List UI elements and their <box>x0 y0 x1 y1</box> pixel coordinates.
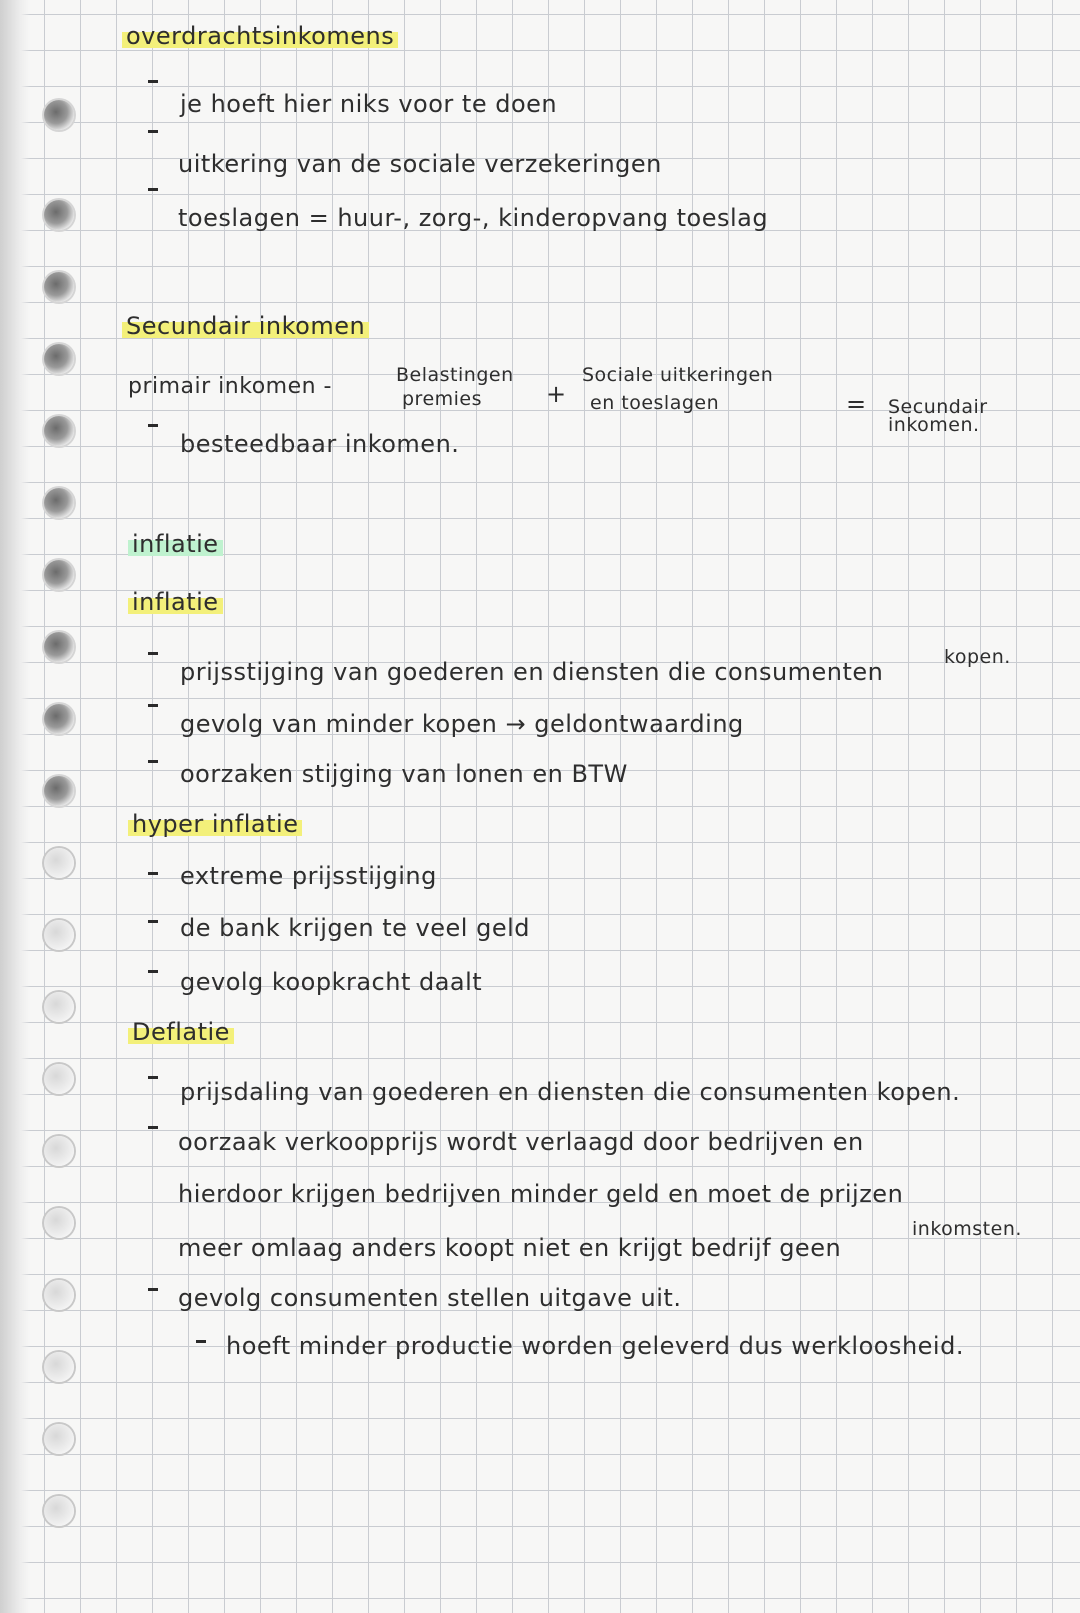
binder-hole <box>44 1208 74 1238</box>
list-item: gevolg van minder kopen → geldontwaarding <box>180 710 744 738</box>
bullet-dash <box>148 424 158 427</box>
binder-hole <box>44 848 74 878</box>
formula-premies: premies <box>402 388 483 410</box>
binder-hole <box>44 1352 74 1382</box>
list-item: gevolg koopkracht daalt <box>180 968 483 996</box>
binder-hole <box>44 1496 74 1526</box>
binder-hole <box>44 992 74 1022</box>
formula-result-inkomen: inkomen. <box>888 414 980 436</box>
binder-hole <box>44 1064 74 1094</box>
bullet-dash <box>148 80 158 83</box>
formula-equals: = <box>846 390 867 418</box>
bullet-dash <box>148 1288 158 1291</box>
bullet-dash <box>148 970 158 973</box>
page-margin-shadow <box>0 0 30 1613</box>
heading-hyper-inflatie: hyper inflatie <box>128 810 302 838</box>
list-item: je hoeft hier niks voor te doen <box>180 90 558 118</box>
list-item: gevolg consumenten stellen uitgave uit. <box>178 1284 682 1312</box>
note-kopen: kopen. <box>944 646 1011 668</box>
heading-inflatie: inflatie <box>128 588 223 616</box>
binder-hole <box>44 488 74 518</box>
list-item: uitkering van de sociale verzekeringen <box>178 150 662 178</box>
formula-belastingen: Belastingen <box>396 364 514 386</box>
list-item-continuation: hierdoor krijgen bedrijven minder geld en moet de prijzen <box>178 1180 904 1208</box>
list-item: extreme prijsstijging <box>180 862 437 890</box>
formula-primair: primair inkomen - <box>128 374 332 399</box>
list-item: toeslagen = huur-, zorg-, kinderopvang toeslag <box>178 204 769 232</box>
bullet-dash <box>196 1340 206 1343</box>
binder-hole <box>44 200 74 230</box>
formula-sociale-uitkeringen: Sociale uitkeringen <box>582 364 774 386</box>
list-item: prijsdaling van goederen en diensten die consumenten kopen. <box>180 1078 961 1106</box>
title-inflatie: inflatie <box>128 530 223 558</box>
binder-hole <box>44 1136 74 1166</box>
binder-hole <box>44 632 74 662</box>
list-item-continuation: meer omlaag anders koopt niet en krijgt bedrijf geen <box>178 1234 842 1262</box>
heading-overdrachtsinkomens: overdrachtsinkomens <box>122 22 398 50</box>
bullet-dash <box>148 920 158 923</box>
formula-result-secundair: Secundair <box>888 396 988 418</box>
binder-hole <box>44 100 74 130</box>
heading-deflatie: Deflatie <box>128 1018 234 1046</box>
list-item: oorzaken stijging van lonen en BTW <box>180 760 628 788</box>
binder-hole <box>44 416 74 446</box>
formula-plus: + <box>546 380 567 408</box>
bullet-dash <box>148 652 158 655</box>
bullet-dash <box>148 188 158 191</box>
list-item: de bank krijgen te veel geld <box>180 914 530 942</box>
binder-hole <box>44 1424 74 1454</box>
binder-hole <box>44 920 74 950</box>
sub-list-item: hoeft minder productie worden geleverd dus werkloosheid. <box>226 1332 964 1360</box>
formula-en-toeslagen: en toeslagen <box>590 392 720 414</box>
list-item: prijsstijging van goederen en diensten die consumenten <box>180 658 884 686</box>
list-item: besteedbaar inkomen. <box>180 430 460 458</box>
binder-hole <box>44 1280 74 1310</box>
bullet-dash <box>148 1126 158 1129</box>
bullet-dash <box>148 130 158 133</box>
note-inkomsten: inkomsten. <box>912 1218 1022 1240</box>
bullet-dash <box>148 872 158 875</box>
binder-hole <box>44 272 74 302</box>
list-item: oorzaak verkoopprijs wordt verlaagd door bedrijven en <box>178 1128 864 1156</box>
binder-hole <box>44 776 74 806</box>
heading-secundair-inkomen: Secundair inkomen <box>122 312 369 340</box>
bullet-dash <box>148 704 158 707</box>
binder-hole <box>44 560 74 590</box>
binder-hole <box>44 704 74 734</box>
binder-hole <box>44 344 74 374</box>
bullet-dash <box>148 760 158 763</box>
bullet-dash <box>148 1076 158 1079</box>
